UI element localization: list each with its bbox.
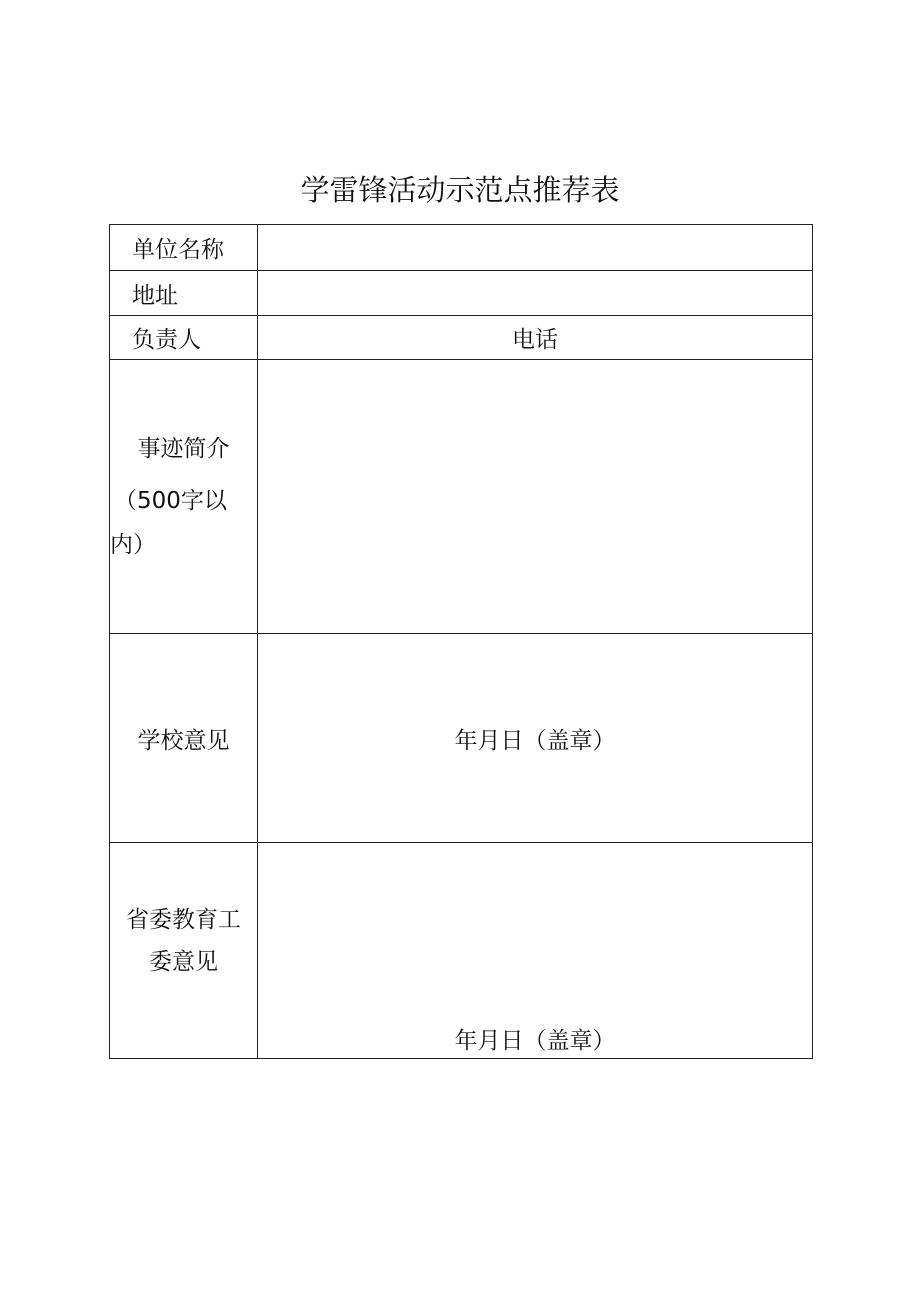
intro-label-line3: 内） (110, 531, 156, 558)
unit-name-row (110, 225, 813, 271)
address-field[interactable] (258, 271, 813, 316)
phone-label: 电话 (258, 316, 813, 360)
intro-label (110, 360, 258, 634)
person-in-charge-label: 负责人 (110, 316, 258, 360)
committee-opinion-date-stamp: 年月日（盖章） (454, 1028, 616, 1054)
committee-label-line2: 委意见 (149, 948, 218, 975)
intro-field[interactable] (258, 360, 813, 634)
unit-name-label: 单位名称 (110, 225, 258, 271)
person-phone-row (110, 316, 813, 360)
intro-label-line2: （500字以 (114, 487, 227, 514)
recommendation-form-table (109, 224, 813, 1059)
intro-label-line1: 事迹简介 (137, 435, 230, 462)
committee-opinion-field[interactable] (258, 843, 813, 1059)
committee-opinion-row (110, 843, 813, 1059)
form-title: 学雷锋活动示范点推荐表 (300, 173, 620, 207)
address-row (110, 271, 813, 316)
address-label: 地址 (110, 271, 258, 316)
unit-name-field[interactable] (258, 225, 813, 271)
intro-row (110, 360, 813, 634)
school-opinion-row (110, 634, 813, 843)
committee-opinion-label (110, 843, 258, 1059)
committee-label-line1: 省委教育工 (126, 906, 241, 933)
school-opinion-date-stamp: 年月日（盖章） (258, 634, 813, 843)
school-opinion-label: 学校意见 (110, 634, 258, 843)
